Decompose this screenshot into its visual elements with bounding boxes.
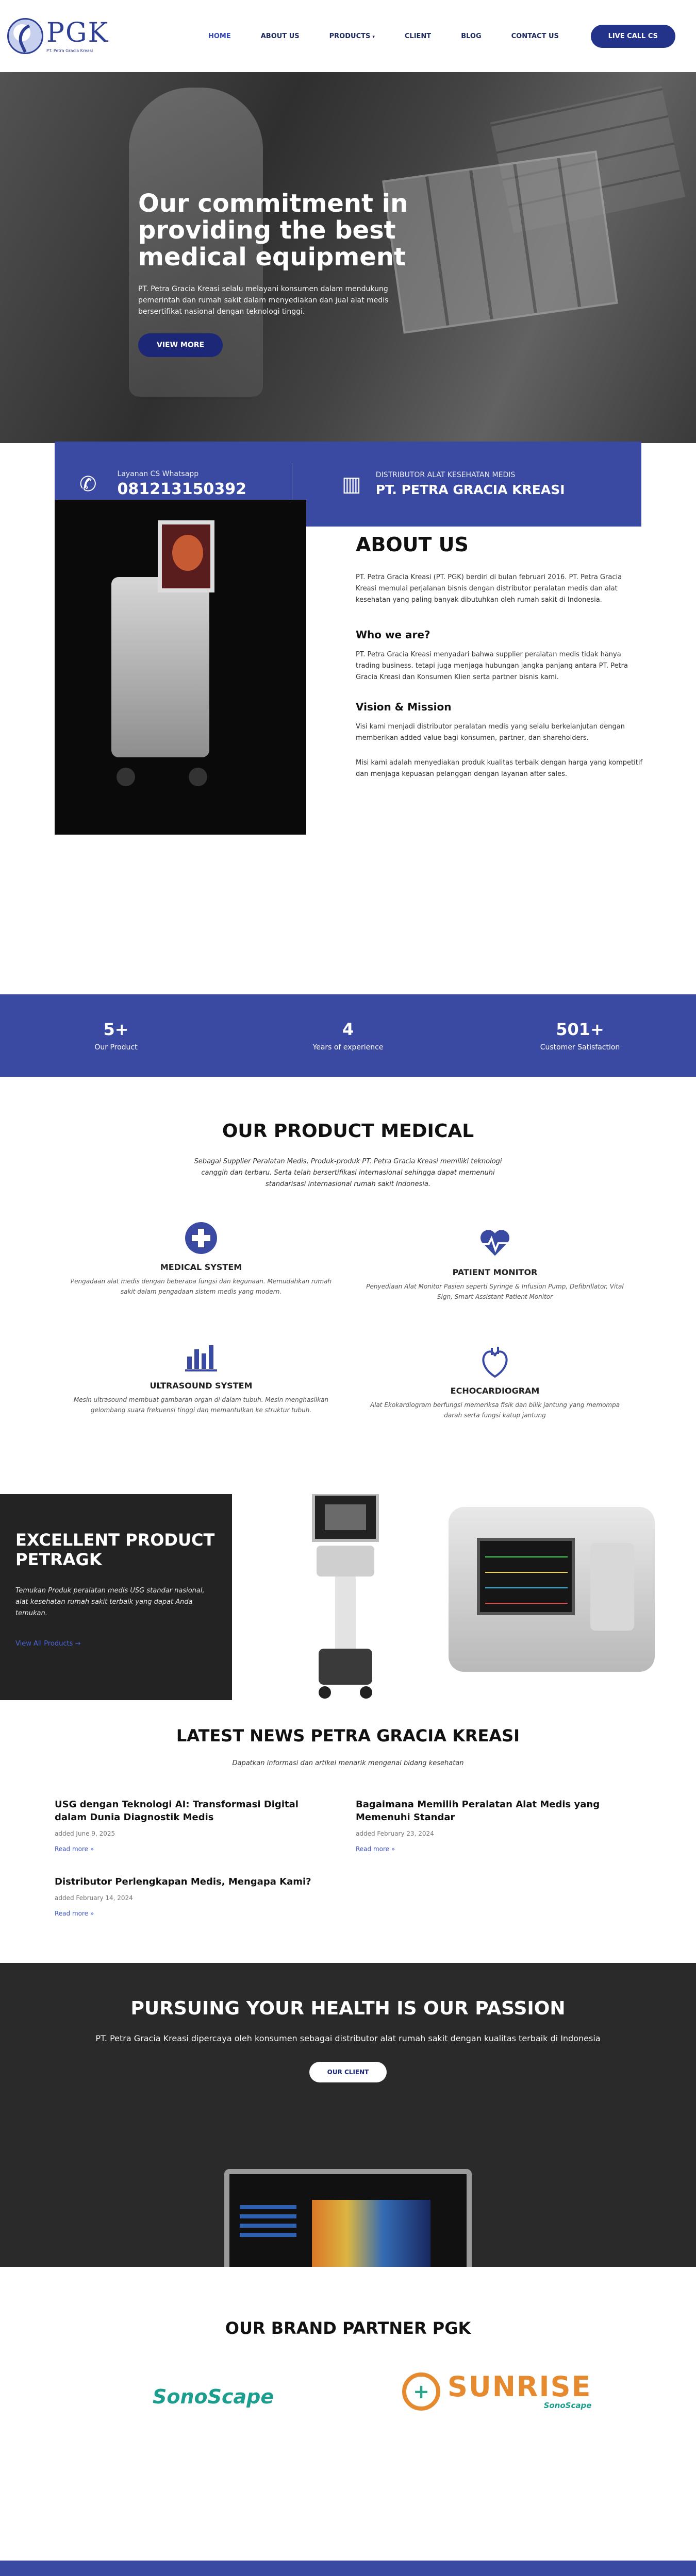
- product-description: Alat Ekokardiogram berfungsi memeriksa fisik dan bilik jantung yang memompa darah serta fungsi katup jantung: [370, 1401, 620, 1419]
- about-paragraph-1: PT. Petra Gracia Kreasi (PT. PGK) berdiri di bulan februari 2016. PT. Petra Gracia Kreasi memulai perjalanan bisnis dengan distributor peralatan medis dan alat kesehatan yang paling banyak dibutuhkan oleh rumah sakit di Indonesia.: [356, 573, 622, 604]
- sunrise-wordmark: SUNRISE: [448, 2370, 592, 2403]
- stat-label: Years of experience: [312, 1043, 384, 1052]
- stat-label: Customer Satisfaction: [540, 1043, 620, 1052]
- product-name: ECHOCARDIOGRAM: [450, 1386, 540, 1396]
- brands-title: OUR BRAND PARTNER PGK: [225, 2318, 471, 2338]
- read-more-link[interactable]: Read more »: [356, 1845, 395, 1853]
- view-more-button[interactable]: VIEW MORE: [138, 333, 223, 357]
- who-we-are-heading: Who we are?: [356, 629, 430, 641]
- medical-plus-icon: [184, 1221, 218, 1255]
- hero-description: PT. Petra Gracia Kreasi selalu melayani konsumen dalam mendukung pemerintah dan rumah sakit dalam menyediakan dan jual alat medis bersertifikat nasional dengan teknologi tinggi.: [138, 285, 389, 316]
- heartbeat-icon: [478, 1226, 512, 1260]
- wheel-icon: [189, 768, 207, 786]
- site-logo[interactable]: [7, 18, 131, 54]
- product-description: Pengadaan alat medis dengan beberapa fungsi dan kegunaan. Memudahkan rumah sakit dalam pengadaan sistem medis yang modern.: [70, 1278, 332, 1296]
- news-date: added February 14, 2024: [55, 1894, 133, 1902]
- building-icon: ▥: [342, 472, 361, 496]
- logo-subtitle: PT. Petra Gracia Kreasi: [46, 48, 93, 53]
- news-title: LATEST NEWS PETRA GRACIA KREASI: [176, 1726, 520, 1745]
- view-all-products-link[interactable]: View All Products →: [15, 1640, 81, 1648]
- news-item: [55, 1875, 323, 1917]
- product-patient-monitor[interactable]: [361, 1226, 629, 1302]
- vision-paragraph: Visi kami menjadi distributor peralatan medis yang selalu berkelanjutan dengan memberikan added value bagi konsumen, partner, dan shareholders.: [356, 723, 625, 742]
- chevron-down-icon: ▾: [372, 34, 375, 40]
- read-more-link[interactable]: Read more »: [55, 1845, 94, 1853]
- news-item: [356, 1798, 624, 1853]
- product-name: ULTRASOUND SYSTEM: [150, 1381, 253, 1391]
- read-more-link[interactable]: Read more »: [55, 1910, 94, 1918]
- product-ultrasound-system[interactable]: [67, 1340, 335, 1416]
- news-section: [0, 1705, 696, 1963]
- heart-organ-icon: [478, 1345, 512, 1379]
- nav-products[interactable]: [329, 32, 375, 40]
- excellent-product-box: [0, 1494, 232, 1700]
- passion-title: PURSUING YOUR HEALTH IS OUR PASSION: [130, 1998, 566, 2019]
- stat-number: 4: [342, 1020, 354, 1039]
- passion-subtitle: PT. Petra Gracia Kreasi dipercaya oleh konsumen sebagai distributor alat rumah sakit dengan kualitas terbaik di Indonesia: [95, 2033, 601, 2043]
- machine-body: [111, 577, 209, 757]
- news-title-link[interactable]: Distributor Perlengkapan Medis, Mengapa Kami?: [55, 1876, 311, 1887]
- ultrasound-monitor-image: [224, 2169, 472, 2267]
- products-section: [0, 1077, 696, 1494]
- passion-section: [0, 1963, 696, 2267]
- news-item: [55, 1798, 323, 1853]
- mission-paragraph: Misi kami adalah menyediakan produk kualitas terbaik dengan harga yang kompetitif dan menjaga kepuasan pelanggan dengan layanan after sales.: [356, 759, 643, 778]
- news-date: added June 9, 2025: [55, 1830, 115, 1838]
- monitor-ui-bars: [240, 2205, 296, 2209]
- products-title: OUR PRODUCT MEDICAL: [222, 1121, 474, 1142]
- product-description: Penyediaan Alat Monitor Pasien seperti Syringe & Infusion Pump, Defibrillator, Vital Sign, Smart Assistant Patient Monitor: [366, 1283, 624, 1301]
- stats-band: [0, 994, 696, 1077]
- about-section: [0, 443, 696, 994]
- sunrise-logo[interactable]: [402, 2372, 591, 2411]
- nav-blog[interactable]: BLOG: [461, 32, 482, 40]
- main-nav: [208, 32, 559, 40]
- stat-label: Our Product: [94, 1043, 138, 1052]
- product-name: MEDICAL SYSTEM: [160, 1262, 242, 1272]
- stat-number: 501+: [556, 1020, 604, 1039]
- distributor-label: DISTRIBUTOR ALAT KESEHATAN MEDIS: [375, 471, 516, 479]
- about-title: ABOUT US: [356, 533, 469, 556]
- news-date: added February 23, 2024: [356, 1830, 434, 1838]
- hero-text: [138, 191, 458, 357]
- phone-icon: ✆: [79, 472, 97, 496]
- nav-about-us[interactable]: ABOUT US: [260, 32, 300, 40]
- defibrillator-pad: [590, 1543, 634, 1631]
- product-medical-system[interactable]: [67, 1221, 335, 1297]
- patient-monitor-image: [449, 1507, 655, 1672]
- excellent-title: EXCELLENT PRODUCT PETRAGK: [15, 1530, 215, 1570]
- logo-word: PGK: [46, 17, 109, 48]
- whatsapp-number: 081213150392: [117, 480, 247, 498]
- ultrasound-product-image: [309, 1494, 382, 1700]
- live-call-cs-button[interactable]: LIVE CALL CS: [591, 25, 675, 48]
- nav-client[interactable]: CLIENT: [404, 32, 432, 40]
- sunrise-plus-icon: +: [402, 2372, 440, 2411]
- stat-number: 5+: [103, 1020, 129, 1039]
- news-title-link[interactable]: USG dengan Teknologi AI: Transformasi Digital dalam Dunia Diagnostik Medis: [55, 1799, 299, 1823]
- logo-emblem-icon: [7, 18, 43, 54]
- brand-partner-section: [0, 2267, 696, 2561]
- bar-chart-icon: [184, 1340, 218, 1374]
- sunrise-subbrand: SonoScape: [543, 2401, 592, 2410]
- product-name: PATIENT MONITOR: [452, 1267, 538, 1277]
- stat-products: [0, 994, 232, 1077]
- stat-satisfaction: [464, 994, 696, 1077]
- product-description: Mesin ultrasound membuat gambaran organ di dalam tubuh. Mesin menghasilkan gelombang suara frekuensi tinggi dan memantulkan ke struktur tubuh.: [73, 1396, 329, 1414]
- our-client-button[interactable]: OUR CLIENT: [309, 2062, 387, 2082]
- nav-contact-us[interactable]: CONTACT US: [511, 32, 559, 40]
- product-echocardiogram[interactable]: [361, 1345, 629, 1421]
- hero-section: [0, 72, 696, 443]
- whatsapp-label: Layanan CS Whatsapp: [117, 470, 199, 478]
- company-name: PT. PETRA GRACIA KREASI: [375, 482, 565, 497]
- vision-mission-heading: Vision & Mission: [356, 701, 452, 713]
- excellent-product-section: [0, 1494, 696, 1705]
- excellent-description: Temukan Produk peralatan medis USG standar nasional, alat kesehatan rumah sakit terbaik yang dapat Anda temukan.: [15, 1586, 205, 1617]
- nav-products-label: PRODUCTS: [329, 32, 371, 40]
- wheel-icon: [117, 768, 135, 786]
- machine-screen: [158, 520, 214, 592]
- site-header: [0, 0, 696, 72]
- hero-title: Our commitment in providing the best medical equipment: [138, 189, 408, 272]
- news-subtitle: Dapatkan informasi dan artikel menarik mengenai bidang kesehatan: [232, 1759, 464, 1767]
- sonoscape-logo[interactable]: SonoScape: [153, 2385, 274, 2408]
- stat-experience: [232, 994, 464, 1077]
- monitor-screen: [477, 1538, 575, 1615]
- about-paragraph-2: PT. Petra Gracia Kreasi menyadari bahwa supplier peralatan medis tidak hanya trading business. tetapi juga menjaga hubungan jangka panjang antara PT. Petra Gracia Kreasi dan Konsumen Klien serta partner bisnis kami.: [356, 651, 628, 682]
- news-title-link[interactable]: Bagaimana Memilih Peralatan Alat Medis yang Memenuhi Standar: [356, 1799, 600, 1823]
- supplier-banner: [0, 2561, 696, 2576]
- ultrasound-machine-image: [55, 500, 306, 835]
- nav-home[interactable]: HOME: [208, 32, 231, 40]
- products-subtitle: Sebagai Supplier Peralatan Medis, Produk-produk PT. Petra Gracia Kreasi memiliki teknologi canggih dan terbaru. Serta telah bersertifikasi internasional sehingga dapat memenuhi standarisasi internasional rumah sakit Indonesia.: [194, 1158, 502, 1189]
